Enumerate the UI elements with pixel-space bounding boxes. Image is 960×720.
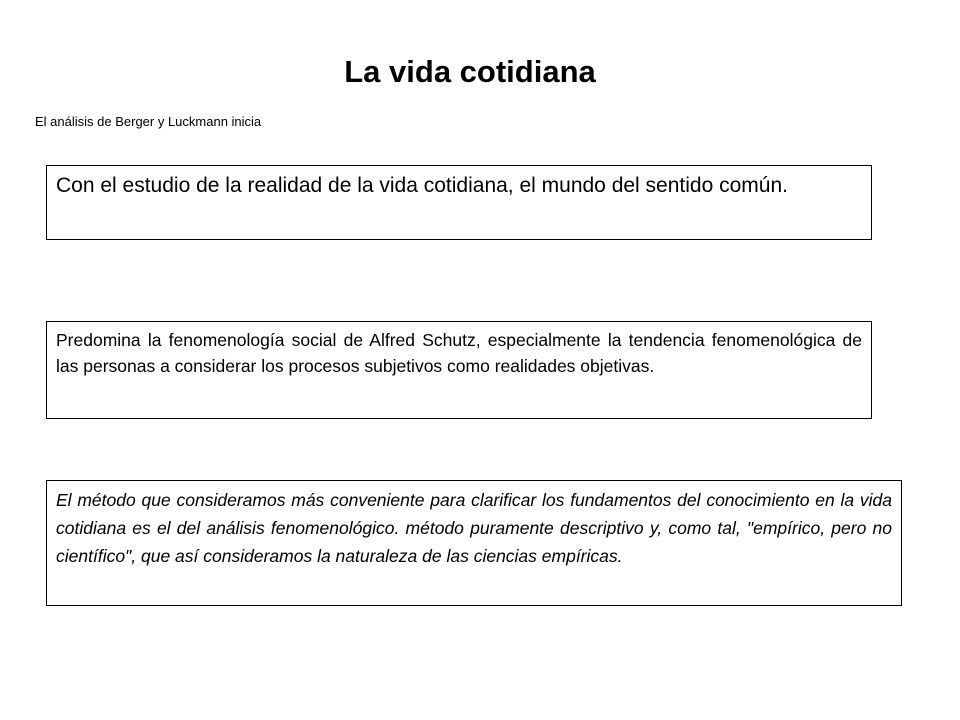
slide-title: La vida cotidiana [344, 54, 596, 89]
text-box-phenomenological-method [46, 480, 902, 606]
text-box-everyday-reality-text: Con el estudio de la realidad de la vida cotidiana, el mundo del sentido común. [56, 174, 788, 197]
slide-subtitle: El análisis de Berger y Luckmann inicia [35, 114, 262, 129]
text-box-schutz-phenomenology [46, 321, 872, 419]
text-box-everyday-reality [46, 165, 872, 240]
text-box-phenomenological-method-text: El método que consideramos más conveniente para clarificar los fundamentos del conocimiento en la vida cotidiana es el del análisis fenomenológico. método puramente descriptivo y, como tal, "empírico, pero no científico", que así consideramos la naturaleza de las ciencias empíricas. [56, 490, 892, 566]
text-box-schutz-phenomenology-text: Predomina la fenomenología social de Alfred Schutz, especialmente la tendencia fenomenológica de las personas a considerar los procesos subjetivos como realidades objetivas. [56, 330, 862, 376]
